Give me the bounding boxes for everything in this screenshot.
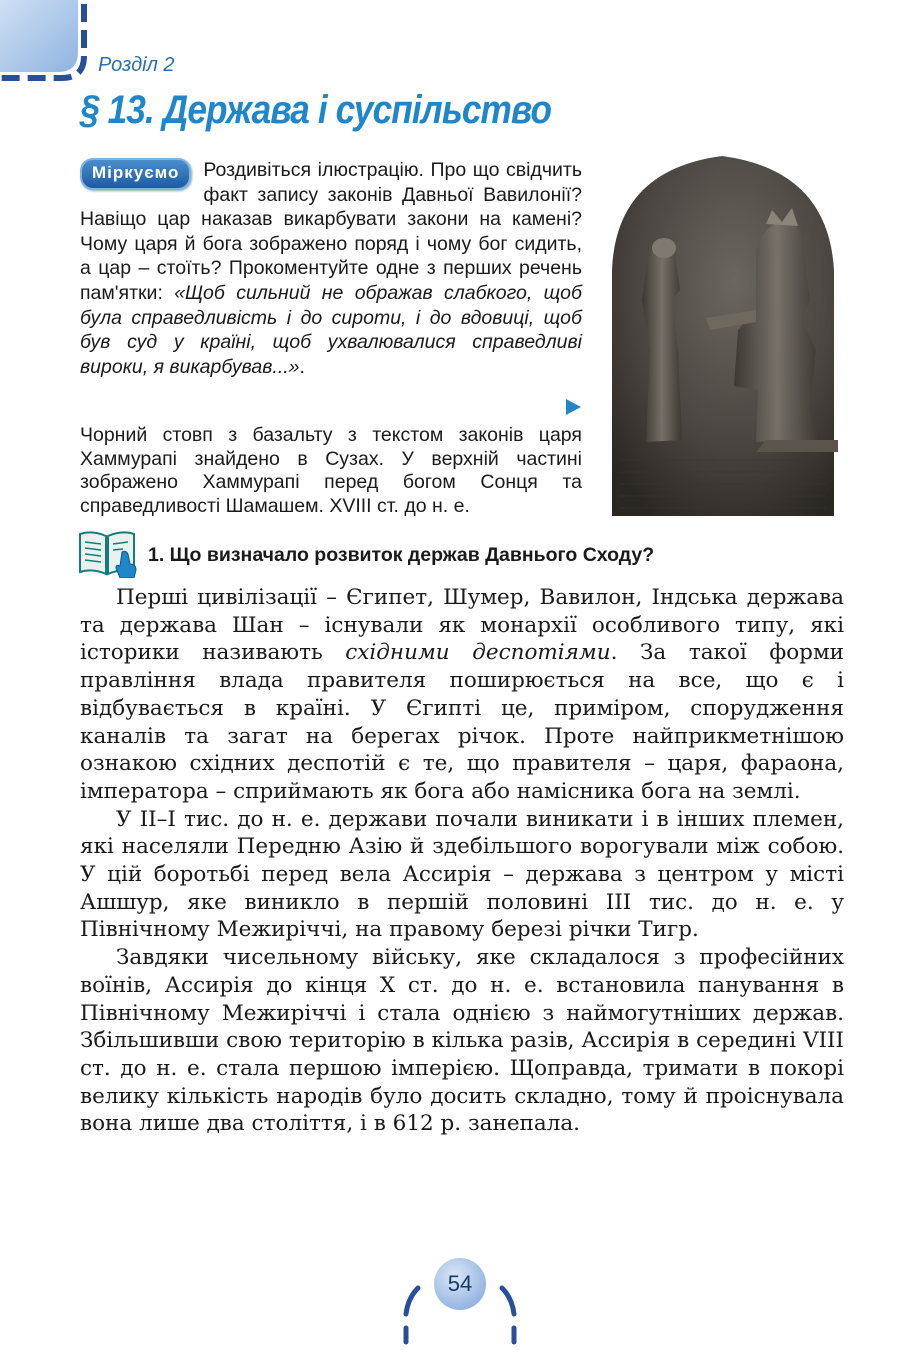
page-number: 54 — [447, 1271, 473, 1296]
paragraph-2: У II–I тис. до н. е. держави почали виникати і в інших племен, які населяли Передню Азію й здебільшого ворогували між собою. У цій боротьбі перед вела Ассирія – держава з центром у місті Ашшур, яке виникло в першій половині III тис. до н. е. у Північному Межиріччі, на правому березі річки Тигр. — [80, 806, 844, 943]
paragraph-1-text: Перші цивілізації – Єгипет, Шумер, Вавилон, Індська держава та держава Шан – існували як монархії особливого типу, які історики називають — [80, 585, 844, 666]
corner-decoration — [0, 0, 100, 90]
term-eastern-despotism: східними деспотіями — [345, 640, 611, 666]
section-heading: 1. Що визначало розвиток держав Давнього Сходу? — [148, 544, 655, 566]
book-pointer-icon — [78, 528, 138, 578]
paragraph-3: Завдяки чисельному війську, яке складалося з професійних воїнів, Ассирія до кінця X ст. до н. е. встановила панування в Північному Межиріччі і стала однією з наймогутніших держав. Збільшивши свою територію в кілька разів, Ассирія в середині VIII ст. до н. е. стала першою імперією. Щоправда, тримати в покорі велику кількість народів було досить складно, тому й проіснувала вона лише два століття, і в 612 р. занепала. — [80, 945, 844, 1137]
think-text: Роздивіться ілюстрацію. Про що свідчить факт запису законів Давньої Вавилонії? Навіщо цар наказав викарбувати закони на камені? Чому царя й бога зображено поряд і чому бог сидить, а цар – стоїть? Прокоментуйте одне з перших речень пам'ятки: — [80, 159, 582, 304]
section-label: Розділ 2 — [98, 54, 175, 76]
paragraph-1-text-end: . За такої форми правління влада правителя поширюється на все, що є і відбувається в країні. У Єгипті це, приміром, спорудження каналів та загат на берегах річок. Проте найприкметнішою ознакою східних деспотій є те, що правителя – царя, фараона, імператора – сприймають як бога або намісника бога на землі. — [80, 640, 844, 804]
think-quote: «Щоб сильний не ображав слабкого, щоб була справедливість і до сироти, і до вдовиці, щоб був суд у країні, щоб ухвалювалися справедливі вироки, я викарбував...» — [80, 281, 582, 378]
play-arrow-icon — [564, 398, 582, 416]
image-caption: Чорний стовп з базальту з текстом законів царя Хаммурапі знайдено в Сузах. У верхній частині зображено Хаммурапі перед богом Сонця та справедливості Шамашем. XVIII ст. до н. е. — [80, 424, 582, 517]
think-block — [80, 158, 582, 379]
chapter-title: § 13. Держава і суспільство — [80, 88, 552, 132]
hammurabi-stele-image — [606, 150, 838, 516]
think-end: . — [299, 355, 305, 378]
think-badge: Міркуємо — [80, 158, 191, 190]
paragraph-1 — [80, 584, 844, 806]
body-text — [80, 584, 844, 1138]
